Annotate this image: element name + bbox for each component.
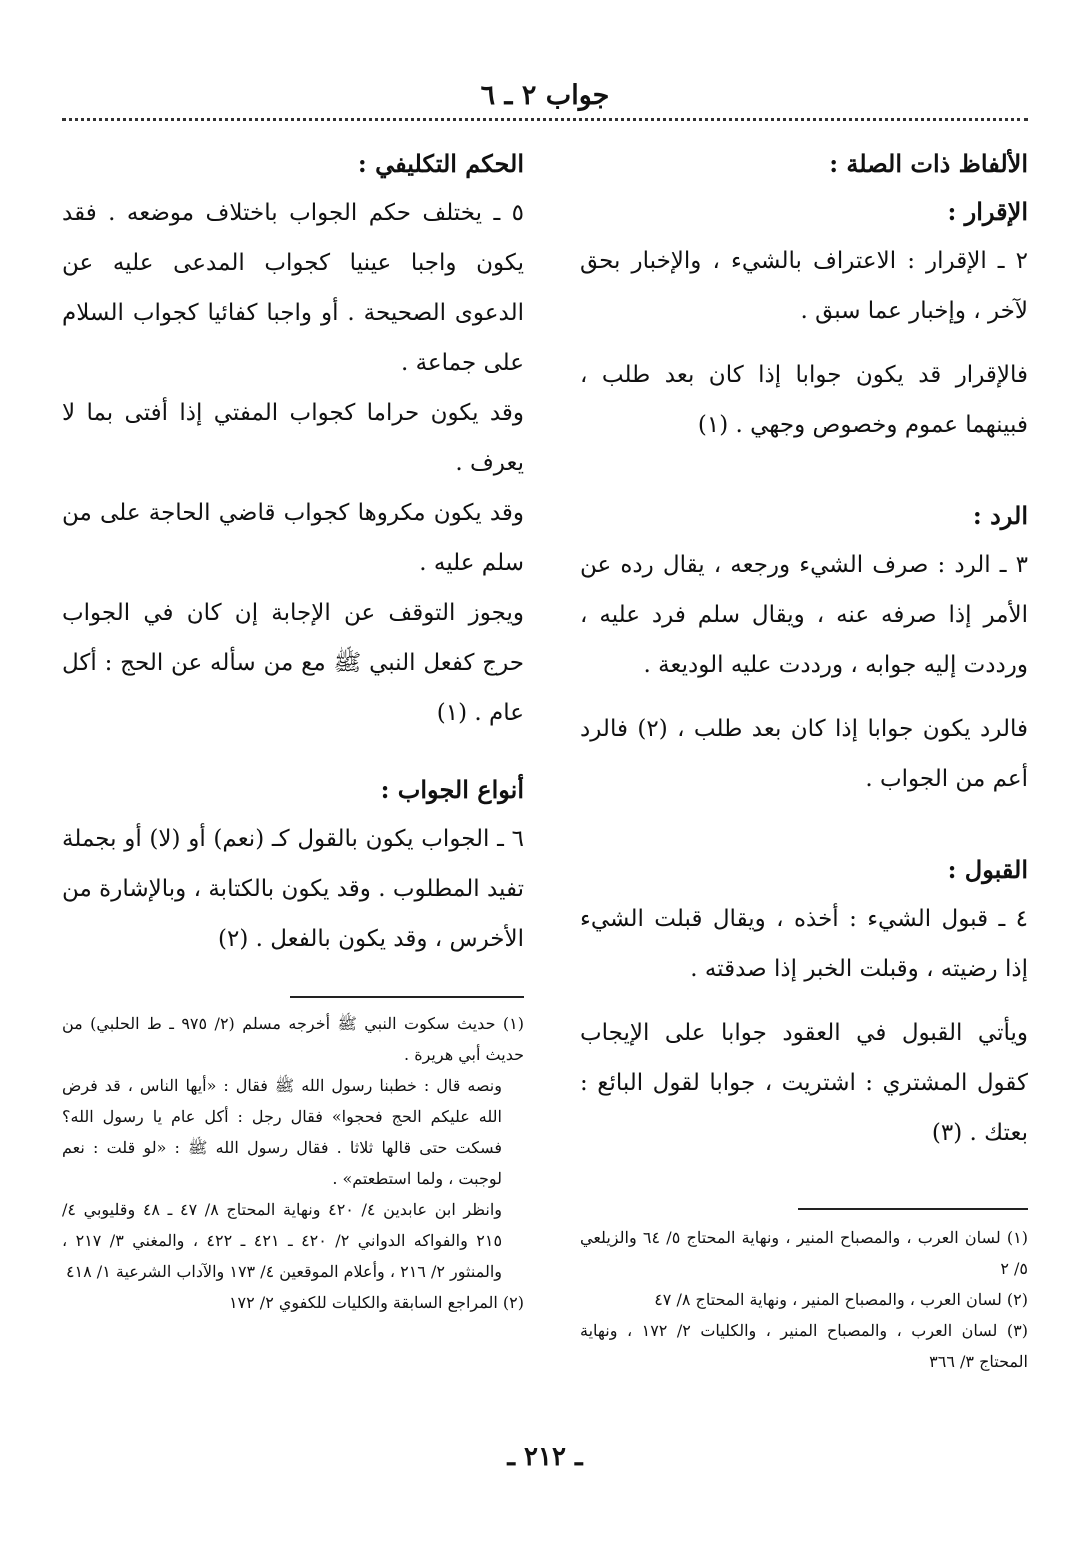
paragraph-qabul-definition: ٤ ـ قبول الشيء : أخذه ، ويقال قبلت الشيء إذا رضيته ، وقبلت الخبر إذا صدقته . <box>580 906 1028 982</box>
paragraph-answer-types: ٦ ـ الجواب يكون بالقول كـ (نعم) أو (لا) أو بجملة تفيد المطلوب . وقد يكون بالكتابة ، وبالإشارة من الأخرس ، وقد يكون بالفعل . (٢) <box>62 826 524 952</box>
footnote-left-1-hadith: ونصه قال : خطبنا رسول الله ﷺ فقال : «أيها الناس ، قد فرض الله عليكم الحج فحجوا» فقال رجل : أكل عام يا رسول الله؟ فسكت حتى قالها ثلاثا . فقال رسول الله ﷺ : «لو قلت : نعم لوجبت ، ولما استطعتم» . <box>62 1076 502 1188</box>
heading-legal-ruling: الحكم التكليفي : <box>357 149 524 178</box>
heading-iqrar: الإقرار : <box>947 197 1028 226</box>
right-column <box>580 140 1028 1158</box>
footnote-rule-left <box>290 996 524 998</box>
footnote-left-2: (٢) المراجع السابقة والكليات للكفوي ٢/ ١٧٢ <box>228 1293 524 1312</box>
footnotes-right <box>580 1222 1028 1377</box>
footnotes-left <box>62 1008 524 1318</box>
paragraph-ruling-obligatory: ٥ ـ يختلف حكم الجواب باختلاف موضعه . فقد يكون واجبا عينيا كجواب المدعى عليه عن الدعوى الصحيحة . أو واجبا كفائيا كجواب السلام على جماعة . <box>62 200 524 376</box>
paragraph-ruling-forbidden: وقد يكون حراما كجواب المفتي إذا أفتى بما لا يعرف . <box>62 400 524 476</box>
footnote-left-1-references: وانظر ابن عابدين ٤/ ٤٢٠ ونهاية المحتاج ٨/ ٤٧ ـ ٤٨ وقليوبي ٤/ ٢١٥ والفواكه الدواني ٢/ ٤٢٠ ـ ٤٢١ ـ ٤٢٢ ، والمغني ٣/ ٢١٧ ، والمنثور ٢/ ٢١٦ ، وأعلام الموقعين ٤/ ١٧٣ والآداب الشرعية ١/ ٤١٨ <box>62 1200 503 1281</box>
paragraph-radd-definition: ٣ ـ الرد : صرف الشيء ورجعه ، يقال رده عن الأمر إذا صرفه عنه ، ويقال سلم فرد عليه ، ورددت إليه جوابه ، ورددت عليه الوديعة . <box>580 552 1028 678</box>
header-divider <box>62 118 1028 121</box>
heading-radd: الرد : <box>972 501 1028 530</box>
paragraph-iqrar-definition: ٢ ـ الإقرار : الاعتراف بالشيء ، والإخبار بحق لآخر ، وإخبار عما سبق . <box>580 248 1028 324</box>
left-column <box>62 140 524 964</box>
heading-qabul: القبول : <box>947 855 1028 884</box>
footnote-left-1: (١) حديث سكوت النبي ﷺ أخرجه مسلم (٢/ ٩٧٥ ـ ط الحلبي) من حديث أبي هريرة . <box>62 1014 524 1064</box>
running-header: جواب ٢ ـ ٦ <box>480 80 610 111</box>
heading-answer-types: أنواع الجواب : <box>380 775 524 804</box>
footnote-right-2: (٢) لسان العرب ، والمصباح المنير ، ونهاية المحتاج ٨/ ٤٧ <box>654 1290 1028 1309</box>
paragraph-ruling-abstain: ويجوز التوقف عن الإجابة إن كان في الجواب حرج كفعل النبي ﷺ مع من سأله عن الحج : أكل عام . (١) <box>62 600 524 726</box>
page-number: ـ ٢١٢ ـ <box>507 1442 583 1472</box>
footnote-right-3: (٣) لسان العرب ، والمصباح المنير ، والكليات ٢/ ١٧٢ ، ونهاية المحتاج ٣/ ٣٦٦ <box>580 1321 1028 1371</box>
footnote-right-1: (١) لسان العرب ، والمصباح المنير ، ونهاية المحتاج ٥/ ٦٤ والزيلعي ٥/ ٢ <box>580 1228 1028 1278</box>
paragraph-radd-relation: فالرد يكون جوابا إذا كان بعد طلب ، (٢) فالرد أعم من الجواب . <box>580 716 1028 792</box>
paragraph-qabul-relation: ويأتي القبول في العقود جوابا على الإيجاب كقول المشتري : اشتريت ، جوابا لقول البائع : بعتك . (٣) <box>580 1020 1028 1146</box>
paragraph-ruling-disliked: وقد يكون مكروها كجواب قاضي الحاجة على من سلم عليه . <box>62 500 524 576</box>
paragraph-iqrar-relation: فالإقرار قد يكون جوابا إذا كان بعد طلب ، فبينهما عموم وخصوص وجهي . (١) <box>580 362 1028 438</box>
footnote-rule-right <box>798 1208 1028 1210</box>
heading-related-terms: الألفاظ ذات الصلة : <box>829 149 1028 178</box>
